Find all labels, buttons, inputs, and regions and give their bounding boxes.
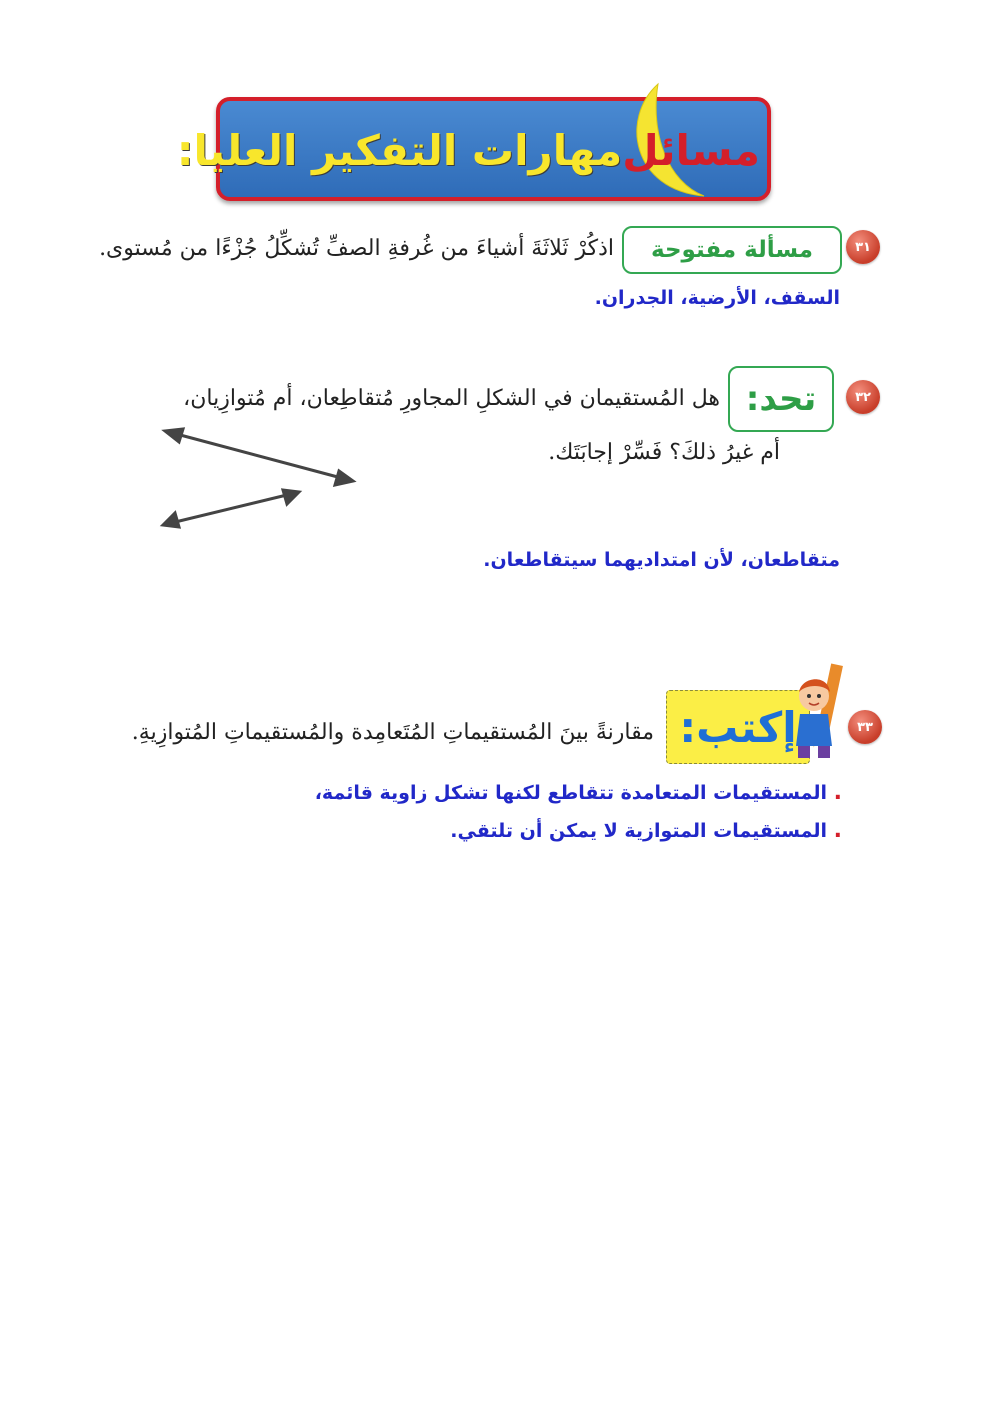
- title-part-2: مهارات التفكير العليا:: [176, 125, 623, 175]
- bullet-dot-icon: .: [833, 818, 842, 843]
- pencil-character-icon: [790, 662, 846, 762]
- problem-33-answer-2-text: المستقيمات المتوازية لا يمكن أن تلتقي.: [450, 820, 828, 842]
- write-label: إكتب:: [666, 690, 810, 764]
- challenge-label: تحد:: [728, 366, 834, 432]
- problem-32-number-badge: ٣٢: [846, 380, 880, 414]
- page-title: [176, 112, 760, 188]
- line-lower: [163, 490, 299, 527]
- problem-33-answer-1: [282, 780, 842, 805]
- title-part-1: مسائل: [622, 125, 760, 175]
- problem-33-text: مقارنةً بينَ المُستقيماتِ المُتَعامِدة والمُستقيماتِ المُتوازِيةِ.: [131, 720, 654, 745]
- problem-31-number-badge: ٣١: [846, 230, 880, 264]
- problem-32-text-line-1: هل المُستقيمان في الشكلِ المجاورِ مُتقاطِعان، أم مُتوازِيان،: [183, 386, 720, 411]
- problem-32-answer: متقاطعان، لأن امتداديهما سيتقاطعان.: [483, 549, 840, 571]
- problem-32-text-line-2: أم غيرُ ذلكَ؟ فَسِّرْ إجابَتَك.: [548, 440, 780, 465]
- problem-33-number-badge: ٣٣: [848, 710, 882, 744]
- problem-31-answer: السقف، الأرضية، الجدران.: [594, 287, 840, 309]
- problem-33-answer-2: [282, 818, 842, 843]
- line-upper: [165, 429, 353, 485]
- lines-figure: [155, 420, 365, 540]
- open-problem-label: مسألة مفتوحة: [622, 226, 842, 274]
- bullet-dot-icon: .: [833, 780, 842, 805]
- problem-33-answer-1-text: المستقيمات المتعامدة تتقاطع لكنها تشكل زاوية قائمة،: [314, 782, 828, 804]
- problem-31-text: اذكُرْ ثَلاثَةَ أشياءَ من غُرفةِ الصفِّ تُشكِّلُ جُزْءًا من مُستوى.: [99, 236, 614, 261]
